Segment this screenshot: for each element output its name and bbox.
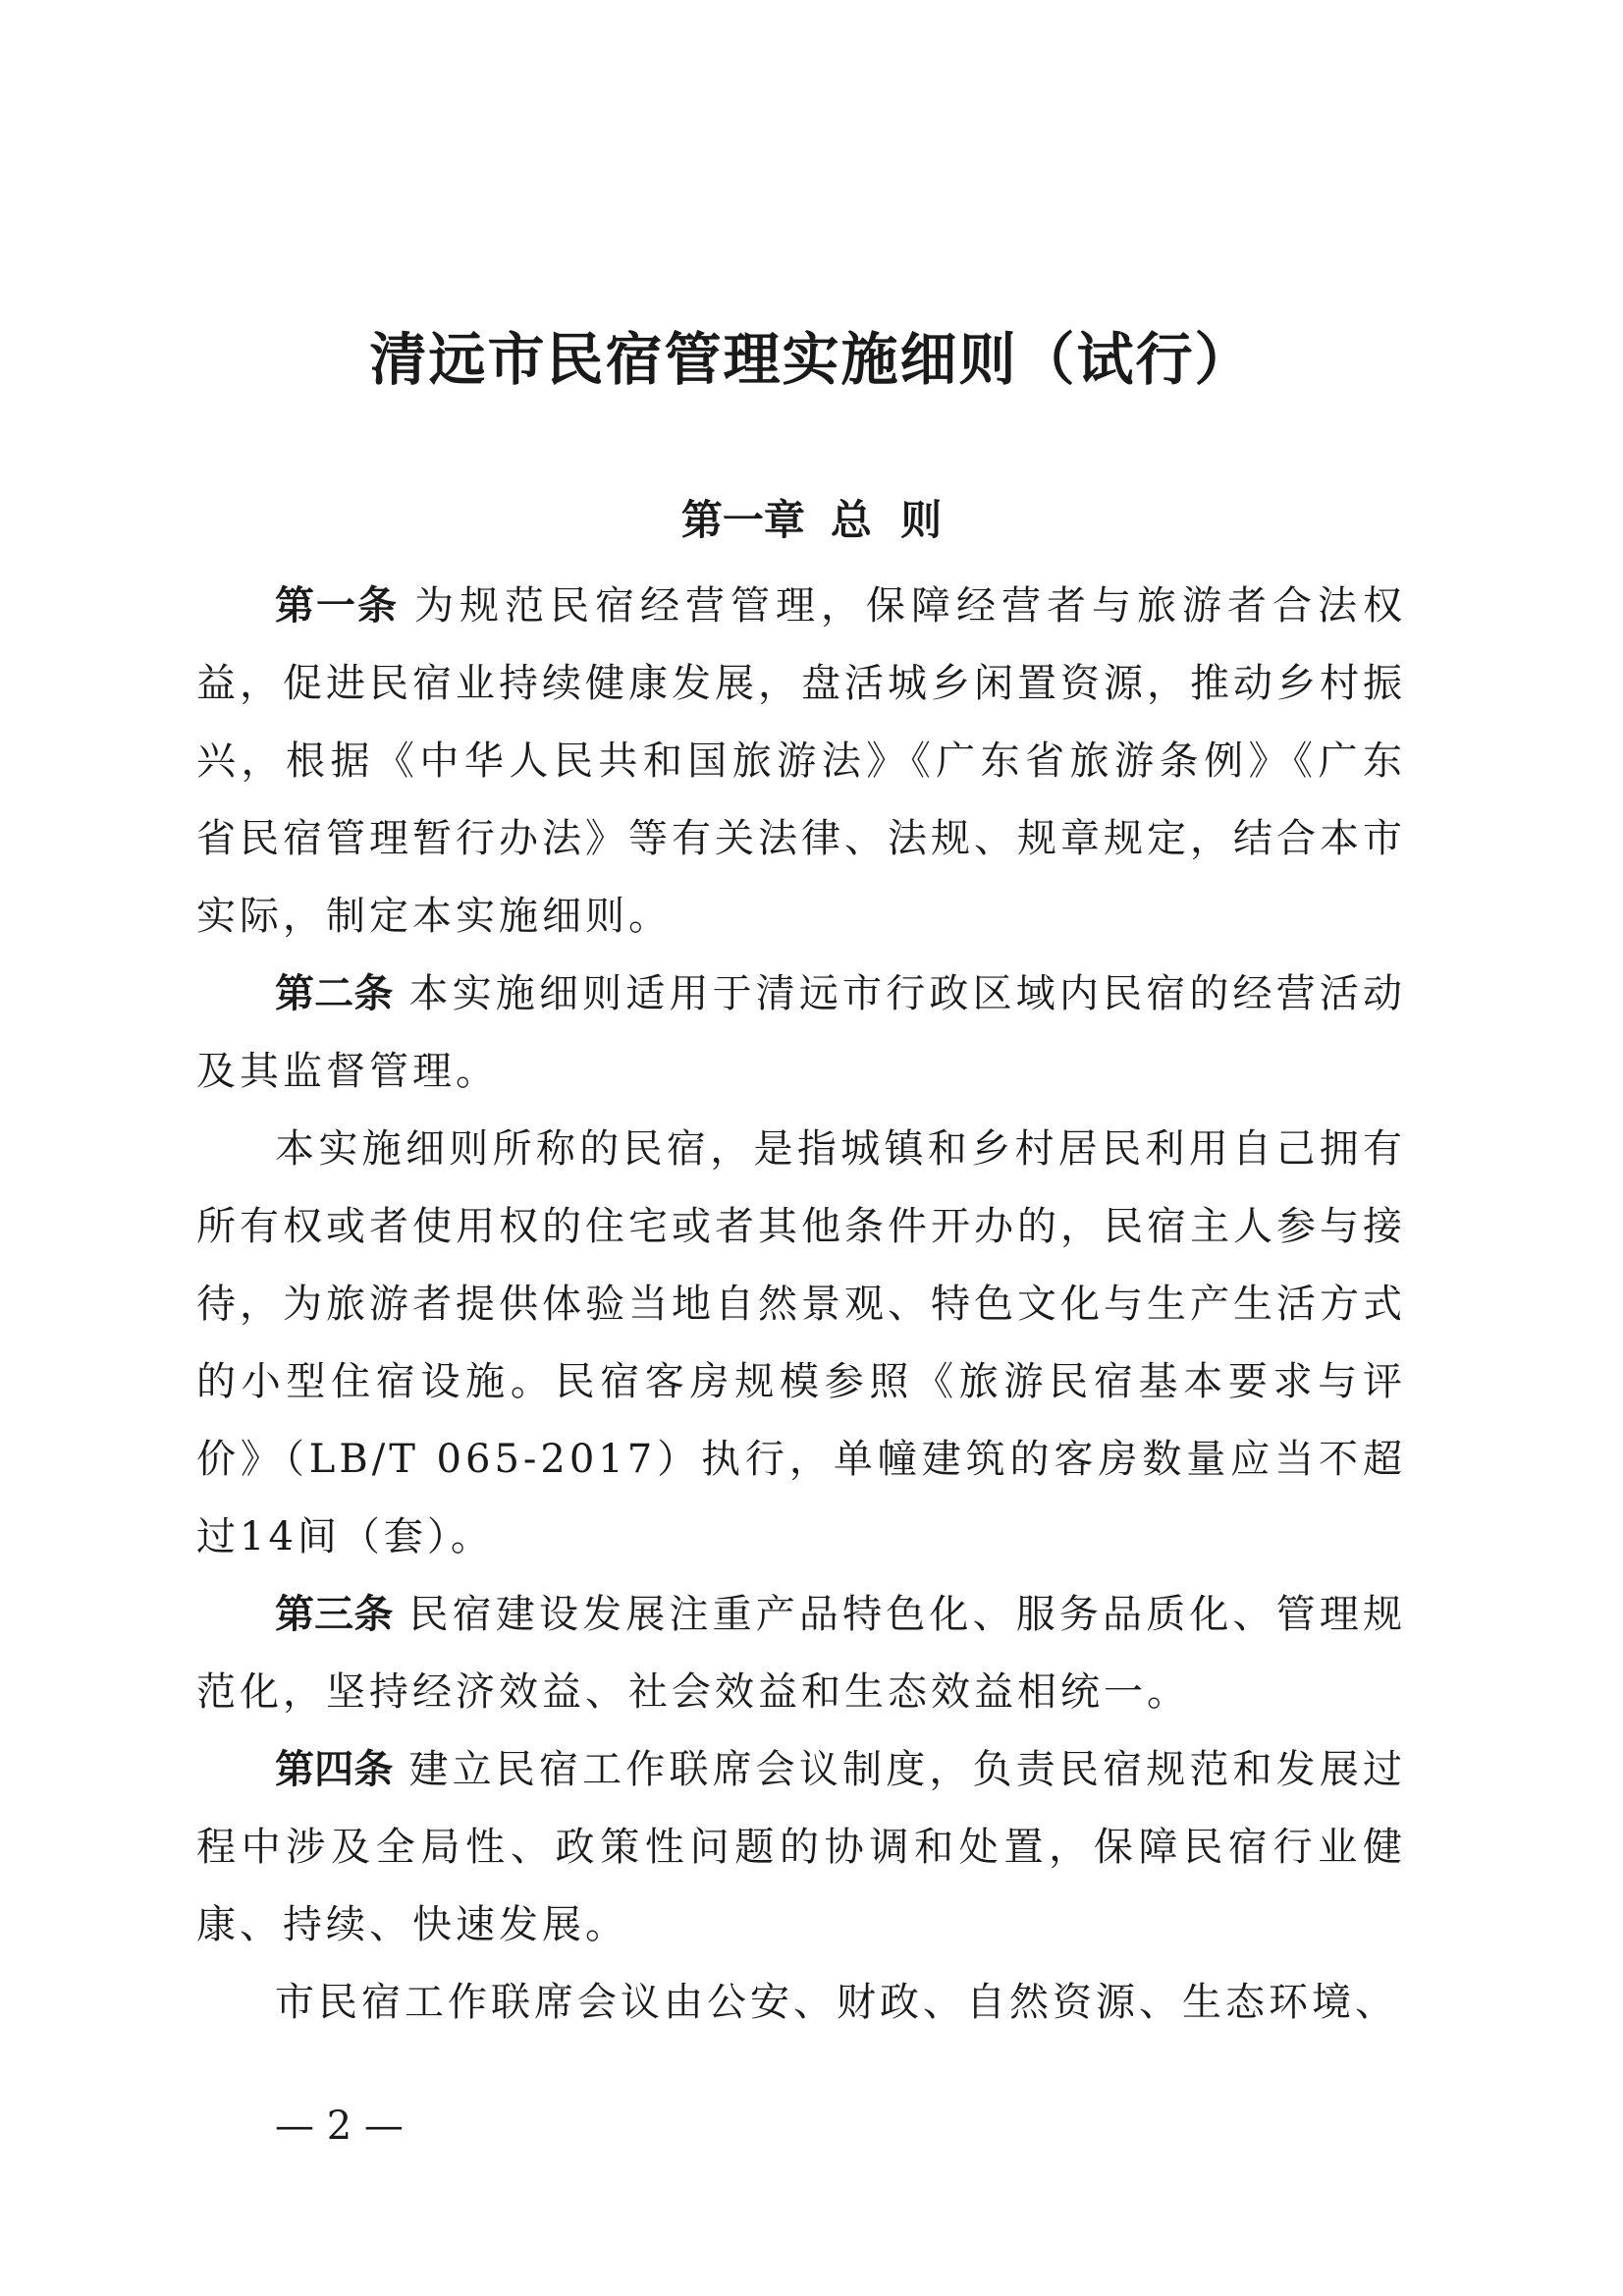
article-1-text: 为规范民宿经营管理，保障经营者与旅游者合法权益，促进民宿业持续健康发展，盘活城乡闲置资源，推动乡村振兴，根据《中华人民共和国旅游法》《广东省旅游条例》《广东省民宿管理暂行办法》等有关法律、法规、规章规定，结合本市实际，制定本实施细则。	[196, 583, 1406, 939]
page-number: — 2 —	[275, 2104, 404, 2149]
chapter-heading	[0, 486, 1623, 555]
article-3-paragraph	[196, 1576, 1406, 1731]
article-4-paragraph	[196, 1731, 1406, 1964]
article-1-label: 第一条	[275, 583, 399, 629]
article-2-text: 本实施细则适用于清远市行政区域内民宿的经营活动及其监督管理。	[196, 971, 1407, 1094]
chapter-name: 总 则	[830, 496, 943, 544]
article-1-paragraph	[196, 568, 1406, 956]
article-2-definition-text: 本实施细则所称的民宿，是指城镇和乡村居民利用自己拥有所有权或者使用权的住宅或者其他条件开办的，民宿主人参与接待，为旅游者提供体验当地自然景观、特色文化与生产生活方式的小型住宿设施。民宿客房规模参照《旅游民宿基本要求与评价》（LB/T 065-2017）执行，单幢建筑的客房数量应当不超过14间（套）。	[196, 1126, 1406, 1559]
article-4-continuation-text: 市民宿工作联席会议由公安、财政、自然资源、生态环境、	[275, 1980, 1398, 2025]
document-title: 清远市民宿管理实施细则（试行）	[369, 326, 1254, 393]
article-3-label: 第三条	[275, 1592, 394, 1637]
article-4-text: 建立民宿工作联席会议制度，负责民宿规范和发展过程中涉及全局性、政策性问题的协调和处置，保障民宿行业健康、持续、快速发展。	[196, 1747, 1407, 1947]
article-3-text: 民宿建设发展注重产品特色化、服务品质化、管理规范化，坚持经济效益、社会效益和生态效益相统一。	[196, 1592, 1407, 1715]
article-2-paragraph	[196, 956, 1406, 1111]
article-2-label: 第二条	[275, 971, 394, 1016]
chapter-label: 第一章	[680, 496, 805, 544]
article-4-continuation-paragraph	[196, 1964, 1406, 2042]
document-body	[196, 568, 1406, 2042]
article-4-label: 第四条	[275, 1747, 394, 1792]
article-2-definition-paragraph	[196, 1111, 1406, 1576]
